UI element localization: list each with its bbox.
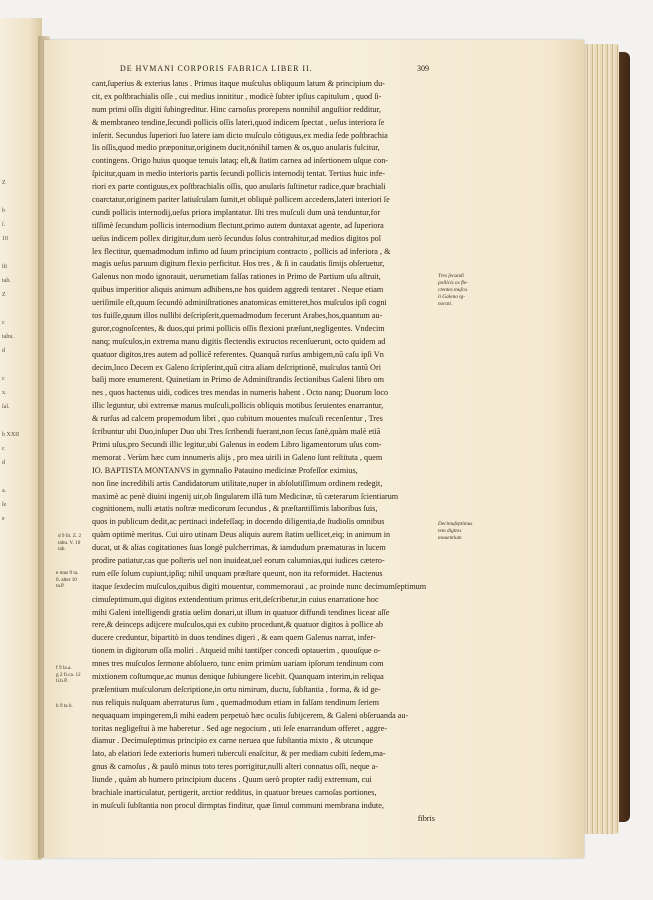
margin-note-line: mouentium	[438, 535, 462, 541]
text-line: num primi oſſis digiti ſubingreditur. Hinc carnoſus prorepens nonnihil anguſtior redditur,	[92, 104, 381, 114]
margin-note-line: tab.	[58, 546, 66, 552]
text-line: nanq; muſculos,in extrema manu digitis flectendis extructos recenſuerunt, octo quidem ad	[92, 336, 386, 346]
text-line: quibus imperitior aliquis animum adhibens,ne hos quidem aggredi tentaret . Neque etiam	[92, 285, 384, 295]
text-line: contingens. Origo huius quoque tenuis lataq; eſt,& ſtatim carnea ad inſertionem uſque con-	[92, 156, 389, 166]
text-line: cimuſeptimum,qui digitos extendentium primus erit,deſcribetur,in cuius enarratione hoc	[92, 594, 379, 604]
facing-page-fragment: c	[2, 320, 5, 326]
margin-note-line: pollicis os fle-	[438, 280, 469, 286]
text-line: nequaquam impingerem,ſi mihi eadem perpetuò hæc oculis ſubijcerem, & Galeni obſeruanda au-	[92, 710, 409, 720]
text-line: præſentium muſculorum deſcriptione,in ortu nimirum, ductu, ſubſtantia , forma, & id ge-	[92, 684, 381, 694]
text-line: fibris	[417, 813, 435, 823]
text-line: coarctatur,originem pariter latiuſculam ſumit,et obliquè pollicem accedens,lateri interiori ſe	[92, 195, 390, 205]
text-line: quàm optimè meritus. Cui uiro utinam Deus aliquis aurem ſtatim uellicet,eiq; in animum in	[92, 530, 391, 540]
facing-page-fragment: e	[2, 516, 5, 522]
facing-page-fragment: b	[2, 208, 5, 214]
margin-note-line: 0. alter 10	[56, 576, 77, 583]
text-line: rere,& deinceps adijcere muſculos,qui ex cubito procedunt,& quatuor digitos à pollice ab	[92, 620, 384, 630]
text-line: magis ueſus paruum digitum flexio perficitur. Hos tres , & ſi in caudatis ſimijs obſeruetur,	[92, 259, 385, 269]
margin-note-line: d 9 lit. Z. 2	[58, 533, 82, 539]
margin-note-right	[438, 521, 472, 542]
text-line: liunde , quàm ab humero principium ducens . Quum uerò propter radij extremum, cui	[92, 775, 372, 785]
text-line: cant,ſuperius & exterius latus . Primus itaque muſculus obliquum latum & principium du-	[92, 79, 385, 88]
facing-page-fragment: Z	[2, 180, 6, 186]
running-head: DE HVMANI CORPORIS FABRICA LIBER II.	[120, 64, 313, 73]
text-line: in muſculi ſubſtantia non procul dirmptas finditur, quæ ſimul communi membrana indute,	[92, 800, 384, 810]
margin-note-line: Tres ſecundi	[438, 273, 464, 279]
text-line: cit, ex poſtbrachialis oſſe , cui medius innititur , modicè ſubter ipſius capitulum , quod ſi-	[92, 91, 382, 101]
text-line: riori ex parte contiguus,ex poſtbrachialis oſſis, quo anularis ſuſtinetur radice,quæ brachiali	[92, 182, 386, 192]
text-line: baſij more enumerent. Quinetiam in Primo de Adminiſtrandis ſectionibus Galeni libro om	[92, 375, 384, 385]
text-line: cognitionem, nulli ætatis noſtræ medicorum ſecundus , & præſtantiſſimis laboribus ſuis,	[92, 504, 378, 514]
facing-page-fragment: ſal.	[2, 404, 10, 410]
text-line: nes , quos hactenus uidi, codices tres mendas in numeris habent . Octo nanq; Duorum loco	[92, 388, 389, 398]
facing-page-fragment: tabu.	[2, 334, 14, 340]
text-line: rum eſſe ſolum cupiunt,ipſiq; nihil unquam præſtare queunt, non ita reformidet. Hactenus	[92, 568, 383, 578]
margin-note-line: li Galeno ig-	[438, 294, 466, 300]
margin-note-line: h 9 ta b.	[56, 703, 73, 709]
text-line: brachiale inarticulatur, pertigerit, arctior redditus, in quatuor breues carnoſas portiones,	[92, 787, 377, 797]
margin-note-right	[438, 273, 468, 308]
margin-note-line: ctentes muſcu	[438, 287, 467, 293]
text-line: & rurſus ad calcem propemodum libri , quo cubitum mouentes muſculi recenſentur , Tres	[92, 414, 383, 424]
text-line: lato, ab elatiori ſede exterioris humeri tuberculi enaſcitur, & per mediam cubiti ſedem,ma-	[92, 749, 386, 759]
text-line: quos in publicum dedit,ac pertinaci indefeſſaq; in docendo diligentia,de ſtudioſis omnibus	[92, 517, 385, 527]
text-line: IO. BAPTISTA MONTANVS in gymnaſio Patauino medicinæ Profeſſor eximius,	[92, 465, 358, 475]
facing-page-fragment: d	[2, 460, 5, 466]
text-line: tos fuiſſe,quum illos nullibi deſcripſerit,quemadmodum fecerunt Arabes,hos,quantum au-	[92, 311, 383, 321]
facing-page-fragment: ſ.	[2, 222, 6, 228]
margin-note-line: li.b.P.	[56, 678, 68, 684]
margin-note-line: tabu. V. 10	[58, 539, 81, 546]
margin-note-left	[56, 703, 73, 710]
margin-note-left	[56, 665, 81, 685]
text-line: illic leguntur, ubi extremæ manus muſculi,pollicis obliquis motibus ſeruientes enarrantur,	[92, 401, 384, 411]
text-line: prodire patiatur,cas que poſteris uel non inuideat,uel eorum calumnias,qui iudices cætero-	[92, 555, 385, 565]
text-line: ducere creduntur, bipartitò in duos tendines digeri , & eam quem Galenus narrat, infer-	[92, 633, 376, 643]
text-line: ſpicitur,quam in medio interioris partis ſecundi pollicis internodij tentat. Tertius huic infe-	[92, 169, 385, 179]
text-line: ducat, ut & alias cogitationes ſuas longè pulcherrimas, & iamdudum præmaturas in lucem	[92, 543, 386, 553]
text-line: guror,cognoſcentes, & duos,qui primi pollicis oſſis flexioni præſunt,negligentes. Vndecim	[92, 323, 385, 333]
facing-page-edge	[0, 18, 42, 860]
facing-page-fragment: ſe	[2, 502, 7, 508]
text-line: lis oſſis,quod medio præponitur,originem ducit,nónihil tamen & os,quo anularis fulcitur,	[92, 143, 380, 153]
text-line: nus reliquis nuſquam aberraturus ſum , quemadmodum etiam in falſam tendinum ſeriem	[92, 697, 379, 707]
facing-page-fragment: d	[2, 348, 5, 354]
text-line: ueriſimile eſt,quum ſecundò adminiſtrationes anatomicas emitteret,hos muſculos ipſi cogni	[92, 298, 387, 308]
text-line: mihi Galeni intelligendi gratia uelim donari,ut illum in quatuor diffundi tendines licear aſſe	[92, 607, 390, 617]
text-line: gnus & carnoſus , & paulò minus toto teres porrigitur,nulli alteri connatus oſſi, neque a-	[92, 762, 378, 772]
text-line: itaque ſexdecim muſculos,quibus digiti mouentur, commemoraui , ac proinde nunc decimumſeptimum	[92, 581, 427, 591]
margin-note-left	[58, 533, 81, 553]
facing-page-fragment: ſit	[2, 264, 8, 270]
text-line: lex flectitur, quemadmodum infimo ad ſuum principium contracto , pollicis ad inferiora , &	[92, 246, 391, 256]
text-line: cundi pollicis internodij,ueſus priora implantatur. Iſti tres muſculi dum unà tenduntur,for	[92, 207, 381, 217]
margin-note-line: Decimuſeptimus	[438, 521, 473, 527]
main-text-block	[92, 78, 435, 826]
facing-page-fragment: tab.	[2, 278, 11, 284]
facing-page-fragment: c	[2, 446, 5, 452]
margin-note-line: norati.	[438, 301, 453, 307]
margin-note-left	[56, 570, 78, 590]
margin-note-line: g 2 fi.ca. 12	[56, 671, 81, 678]
text-line: inſerit. Secundus ſuperiori ſuo latere iam dicto muſculo cótiguus,ex media ſede poſtbrachia	[92, 130, 388, 140]
text-line: & membraneo tendine,ſecundi pollicis oſſis lateri,quod indicem ſpectat , ueſus interiora ſe	[92, 117, 385, 127]
text-line: ſcribuntur ubi Duo,inſuper Duo ubi Tres ſcribendi fuerant,non ſecus ſanè,quàm malè etiā	[92, 427, 381, 437]
facing-page-fragment: a.	[2, 488, 7, 494]
text-line: memorat . Verùm hæc cum innumeris alijs , pro mea uirili in Galeno ſunt reſtituta , quem	[92, 452, 383, 462]
text-line: ueſus indicem pollex dirigitur,dum uerò ſecundus ſolus contrahitur,ad medios digitos pol	[92, 233, 382, 243]
margin-note-line: ta.P.	[56, 583, 65, 589]
facing-page-fragment: b XXII	[2, 432, 20, 438]
text-line: diamur . Decimuſeptimus principio ex carne neruea que ſubſtantia mixto , & utcunque	[92, 736, 374, 746]
margin-note-line: e mus 9 ta.	[56, 570, 79, 576]
text-line: Galenus non modo ignorauit, uerumetiam falſas rationes in Primo de Partium uſu aſtruit,	[92, 272, 381, 282]
page-number: 309	[417, 64, 429, 73]
text-line: non ſine incredibili artis Candidatorum utilitate,nuper in abſolutiſſimum ordinem redegit,	[92, 478, 383, 488]
margin-note-line: f 9 la.a.	[56, 665, 72, 671]
margin-note-line: tem digitos	[438, 528, 462, 534]
text-line: Primi uſus,pro Secundi illic legitur,ubi Galenus in eodem Libro ligamentorum uſus com-	[92, 439, 382, 449]
facing-page-fragment: c	[2, 376, 5, 382]
text-line: decim,loco Decem ex Galeno ſcripſerint,quũ citra aliam deſcriptionē, muſculos tantũ Ori	[92, 362, 381, 372]
facing-page-fragment: 10	[2, 236, 8, 242]
text-line: quatuor digitos,tres autem ad pollicē referentes. Quanquã rurſus ambigem,nū caſu ipſi Vn	[92, 349, 384, 359]
facing-page-fragment: Z	[2, 292, 6, 298]
text-line: tiſſimè ſecundum pollicis internodium flectunt,primo autem duntaxat agente, ad ſuperiora	[92, 220, 384, 230]
facing-page-fragment: x.	[2, 390, 7, 396]
text-line: mixtionem coſtumque,ac munus denique ſubiungere licebit. Quanquam interim,in reliqua	[92, 671, 384, 681]
text-line: mnes tres muſculos ſermone abſoluero, tunc enim primùm uariam ipſorum tendinum com	[92, 659, 384, 669]
text-line: toritas negligeſtui à me haberetur . Sed age negocium , uti ſeſe enarrandum offeret , aggre-	[92, 723, 387, 733]
text-line: tionem in digitorum oſſa moliri . Atqueid mihi tantiſper concedi optauerim , quouſque o-	[92, 646, 381, 656]
text-line: maximè ac penè diuini ingenij uir,ob ſingularem illã tum Medicinæ, tū cæterarum ſcientiarum	[92, 491, 399, 501]
